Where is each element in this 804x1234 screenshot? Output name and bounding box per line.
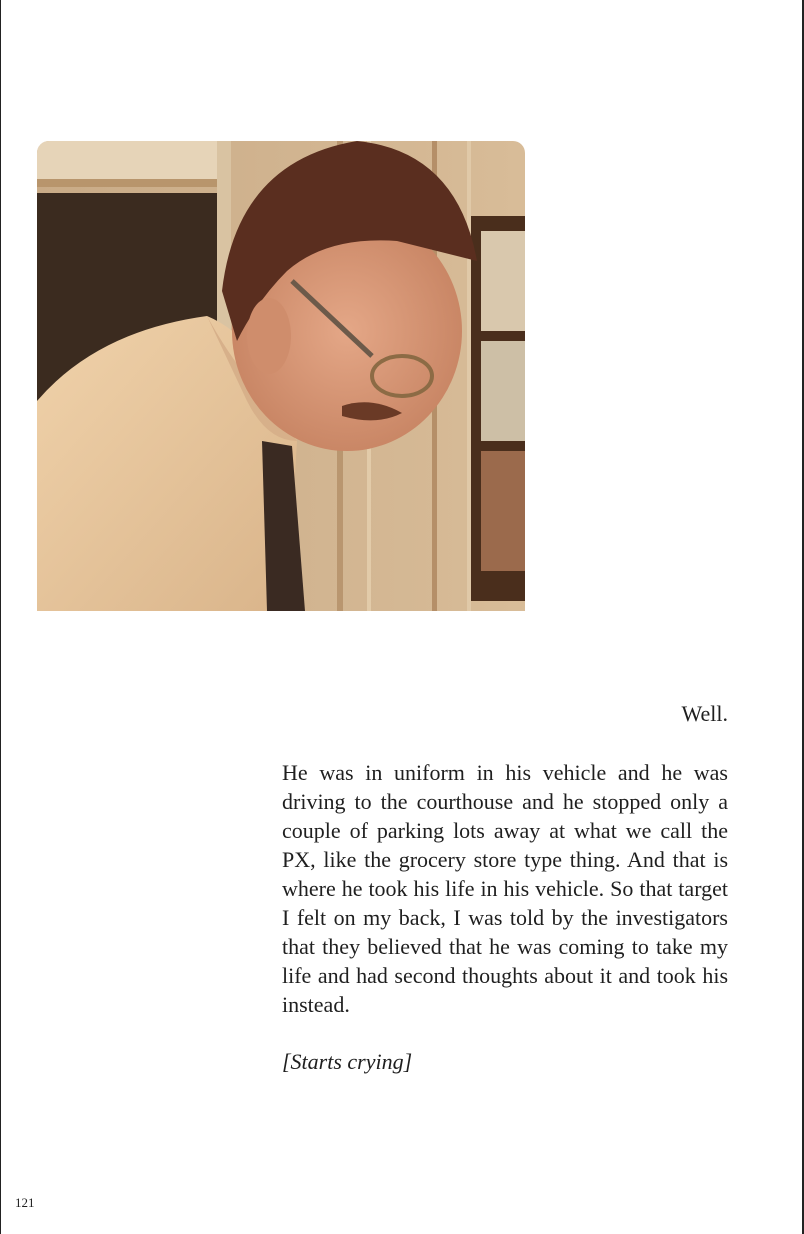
page-edge-left [0,0,1,1234]
page-number: 121 [15,1195,35,1210]
opening-line: Well. [681,701,728,726]
stage-direction: [Starts crying] [282,1049,413,1074]
portrait-photo [37,141,525,611]
body-paragraph: He was in uniform in his vehicle and he was driving to the courthouse and he stopped only a couple of parking lots away at what we call the PX, like the grocery store type thing. And that is where he took his life in his vehicle. So that target I felt on my back, I was told by the investigators that they believed that he was coming to take my life and had second thoughts about it and took his instead. [282,760,728,1017]
